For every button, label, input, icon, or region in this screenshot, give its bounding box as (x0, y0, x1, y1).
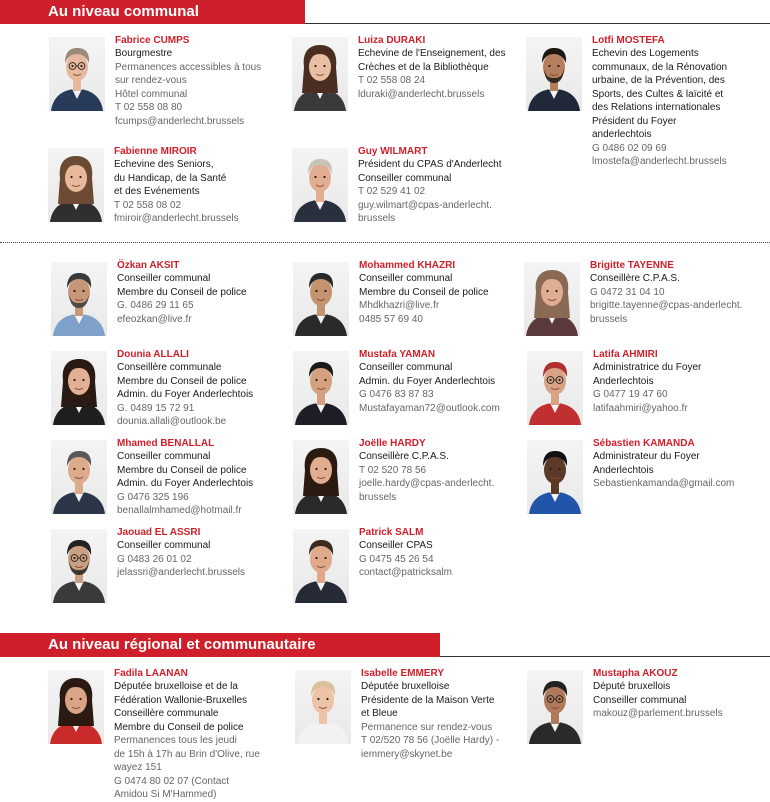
person-contact: G 0474 80 02 07 (Contact (114, 775, 230, 787)
person-role: Conseiller communal (359, 273, 453, 284)
person-name: Özkan AKSIT (117, 260, 180, 271)
person-contact: de 15h à 17h au Brin d'Olive, rue (114, 748, 260, 760)
person-info (117, 437, 253, 518)
person-role: Admin. du Foyer Anderlechtois (117, 478, 254, 489)
person-role: urbaine, de la Prévention, des (592, 75, 725, 86)
portrait-photo (527, 670, 583, 744)
person-contact: Permanences accessibles à tous (115, 61, 262, 73)
person-name: Mustapha AKOUZ (593, 668, 678, 679)
person-role: Membre du Conseil de police (117, 286, 247, 298)
person-role: Fédération Wallonie-Bruxelles (114, 694, 248, 706)
person-info (114, 667, 260, 802)
person-info (117, 526, 245, 580)
person-contact: dounia.allali@outlook.be (117, 416, 227, 427)
person-role: Admin. du Foyer Anderlechtois (117, 389, 254, 400)
person-contact: lduraki@anderlecht.brussels (358, 88, 485, 100)
person-name: Fabrice CUMPS (115, 35, 190, 46)
section-header-regional: Au niveau régional et communautaire (0, 633, 440, 657)
person-role: Députée bruxelloise (361, 681, 450, 692)
person-contact: Mustafayaman72@outlook.com (359, 402, 500, 414)
person-role: Conseiller communal (358, 172, 452, 184)
person-info (115, 34, 261, 128)
person-role: Admin. du Foyer Anderlechtois (359, 375, 496, 387)
person-info (593, 437, 734, 491)
person-contact: G 0476 325 196 (117, 491, 189, 503)
portrait-photo (51, 529, 107, 603)
section-rule (305, 23, 770, 24)
person-info (590, 259, 742, 326)
person-role: Anderlechtois (593, 464, 654, 476)
person-role: Conseiller CPAS (359, 540, 433, 551)
person-name: Fabienne MIROIR (114, 146, 197, 157)
person-info (117, 348, 253, 429)
person-contact: brussels (590, 313, 628, 325)
person-name: Joëlle HARDY (359, 438, 426, 449)
person-contact: latifaahmiri@yahoo.fr (593, 402, 688, 414)
person-role: Conseillère C.P.A.S. (590, 273, 680, 284)
person-role: du Handicap, de la Santé (114, 172, 227, 184)
person-role: Anderlechtois (593, 375, 654, 387)
person-role: Conseiller communal (593, 694, 687, 706)
person-contact: G 0472 31 04 10 (590, 286, 665, 298)
portrait-photo (292, 37, 348, 111)
person-role: communaux, de la Rénovation (592, 61, 728, 73)
person-role: Echevine des Seniors, (114, 159, 214, 170)
portrait-photo (293, 440, 349, 514)
person-role: Bourgmestre (115, 48, 173, 59)
person-role: Membre du Conseil de police (117, 375, 247, 387)
person-contact: makouz@parlement.brussels (593, 708, 723, 719)
person-role: Conseiller communal (117, 540, 211, 551)
person-name: Lotfi MOSTEFA (592, 35, 665, 46)
person-info (359, 259, 489, 326)
person-role: Président du CPAS d'Anderlecht (358, 159, 502, 170)
portrait-photo (48, 670, 104, 744)
person-contact: benallalmhamed@hotmail.fr (117, 505, 242, 516)
person-role: et des Evénements (114, 186, 200, 197)
person-role: Membre du Conseil de police (359, 286, 489, 298)
person-name: Fadila LAANAN (114, 668, 188, 679)
person-contact: fmiroir@anderlecht.brussels (114, 213, 239, 224)
person-contact: brussels (358, 213, 396, 224)
person-contact: Sebastienkamanda@gmail.com (593, 478, 735, 489)
person-contact: T 02 529 41 02 (358, 186, 426, 197)
person-contact: G 0486 02 09 69 (592, 142, 667, 154)
person-role: Membre du Conseil de police (117, 464, 247, 476)
section-rule (440, 656, 770, 657)
person-role: Présidente de la Maison Verte (361, 694, 495, 706)
person-name: Sébastien KAMANDA (593, 438, 695, 449)
person-contact: joelle.hardy@cpas-anderlecht. (359, 478, 495, 489)
person-info (359, 437, 494, 504)
person-name: Mohammed KHAZRI (359, 260, 456, 271)
person-contact: T 02/520 78 56 (Joëlle Hardy) - (361, 735, 500, 746)
person-contact: contact@patricksalm (359, 567, 452, 578)
person-info (593, 348, 701, 415)
person-contact: G 0483 26 01 02 (117, 553, 192, 565)
person-name: Luiza DURAKI (358, 35, 426, 46)
person-info (593, 667, 723, 721)
person-contact: jelassri@anderlecht.brussels (117, 567, 245, 578)
person-role: Président du Foyer (592, 115, 677, 127)
person-contact: T 02 558 08 80 (115, 102, 183, 113)
person-name: Dounia ALLALI (117, 349, 189, 360)
person-contact: wayez 151 (114, 762, 162, 773)
person-role: Administratrice du Foyer (593, 362, 702, 373)
person-role: Sports, des Cultes & laïcité et (592, 88, 724, 100)
portrait-photo (527, 351, 583, 425)
person-name: Brigitte TAYENNE (590, 260, 674, 271)
person-role: Députée bruxelloise et de la (114, 681, 238, 692)
person-role: Conseiller communal (117, 273, 211, 284)
portrait-photo (293, 262, 349, 336)
person-contact: Permanence sur rendez-vous (361, 721, 493, 733)
person-contact: G. 0486 29 11 65 (117, 300, 194, 311)
person-contact: Mhdkhazri@live.fr (359, 300, 440, 311)
person-contact: Hôtel communal (115, 88, 188, 100)
person-info (358, 34, 506, 101)
dotted-divider (0, 242, 770, 243)
person-role: Echevin des Logements (592, 48, 699, 59)
person-role: Echevine de l'Enseignement, des (358, 48, 506, 59)
person-contact: Permanences tous les jeudi (114, 735, 237, 746)
person-role: des Relations internationales (592, 102, 721, 113)
portrait-photo (524, 262, 580, 336)
person-contact: iemmery@skynet.be (361, 748, 453, 760)
person-contact: guy.wilmart@cpas-anderlecht. (358, 199, 492, 211)
person-info (359, 526, 452, 580)
person-contact: G. 0489 15 72 91 (117, 402, 195, 414)
person-info (114, 145, 239, 226)
person-name: Jaouad EL ASSRI (117, 527, 201, 538)
section-header-communal: Au niveau communal (0, 0, 305, 24)
person-contact: T 02 520 78 56 (359, 464, 427, 476)
person-contact: sur rendez-vous (115, 75, 187, 86)
person-role: Conseillère communale (117, 362, 222, 373)
person-contact: Amidou Si M'Hammed) (114, 789, 217, 800)
person-contact: 0485 57 69 40 (359, 313, 423, 325)
person-role: anderlechtois (592, 129, 652, 140)
person-contact: G 0475 45 26 54 (359, 553, 434, 565)
person-contact: G 0477 19 47 60 (593, 389, 668, 400)
person-name: Mustafa YAMAN (359, 349, 436, 360)
portrait-photo (295, 670, 351, 744)
portrait-photo (51, 351, 107, 425)
portrait-photo (49, 37, 105, 111)
person-contact: T 02 558 08 24 (358, 75, 426, 86)
person-info (358, 145, 501, 226)
person-info (361, 667, 499, 761)
person-role: Conseiller communal (117, 451, 211, 462)
portrait-photo (293, 351, 349, 425)
person-role: Conseillère communale (114, 708, 219, 719)
portrait-photo (527, 440, 583, 514)
person-role: Conseiller communal (359, 362, 453, 373)
portrait-photo (48, 148, 104, 222)
person-name: Isabelle EMMERY (361, 668, 444, 679)
portrait-photo (51, 262, 107, 336)
portrait-photo (51, 440, 107, 514)
person-role: Conseillère C.P.A.S. (359, 451, 449, 462)
person-role: Membre du Conseil de police (114, 721, 244, 733)
portrait-photo (526, 37, 582, 111)
person-contact: efeozkan@live.fr (117, 313, 192, 325)
person-info (359, 348, 500, 415)
person-role: et Bleue (361, 708, 398, 719)
person-contact: brussels (359, 491, 397, 503)
person-contact: G 0476 83 87 83 (359, 389, 434, 400)
person-info (117, 259, 247, 326)
person-name: Patrick SALM (359, 527, 424, 538)
person-contact: T 02 558 08 02 (114, 199, 182, 211)
person-role: Administrateur du Foyer (593, 451, 700, 462)
person-name: Guy WILMART (358, 146, 428, 157)
person-name: Mhamed BENALLAL (117, 438, 215, 449)
person-info (592, 34, 727, 169)
person-contact: brigitte.tayenne@cpas-anderlecht. (590, 300, 743, 311)
person-role: Crèches et de la Bibliothèque (358, 61, 489, 73)
person-contact: fcumps@anderlecht.brussels (115, 115, 245, 127)
portrait-photo (292, 148, 348, 222)
person-contact: lmostefa@anderlecht.brussels (592, 156, 727, 167)
person-role: Député bruxellois (593, 681, 671, 692)
portrait-photo (293, 529, 349, 603)
person-name: Latifa AHMIRI (593, 349, 658, 360)
